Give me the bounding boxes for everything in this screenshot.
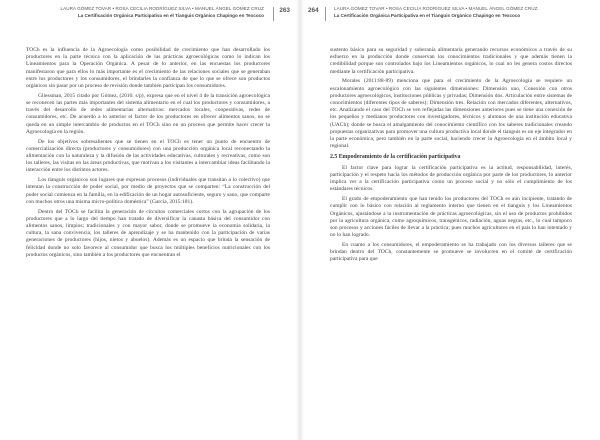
- header-title: La Certificación Orgánica Participativa en el Tianguis Orgánico Chapingo en Texcoco: [77, 12, 264, 18]
- right-page: [300, 0, 600, 440]
- paragraph: Los tianguis orgánicos son lugares que expresan procesos (individuales que transitan a lo colectivo) que intentan la construcción de poder social, por medio de proyectos que se comparten: “La construcción del poder social comienza en la familia, en la edificación de un hogar autosuficiente, seguro y sano, que comparte con muchos otros una misma micro-política doméstica” (García, 2015:181).: [26, 177, 270, 205]
- header-divider: [273, 7, 274, 21]
- left-body-text: [26, 47, 270, 262]
- paragraph: Morales (2011:88-89) menciona que para el crecimiento de la Agroecología se requiere un escalonamiento agroecológico con las siguientes dimensiones: Dimensión uno, Conexión con otros productores agroecológicos, instituciones públicas y privadas; Dimensión dos. Articulación entre sistemas de conocimientos (diferentes tipos de saberes); Dimensión tres. Relación con mercados diferentes, alternativos, etc. Analizando el caso del TOCh se ven reflejadas las dimensiones anteriores pues se tiene una conexión de los pequeños y medianos productores con investigadores, técnicos y alumnos de una institución educativa (UACh); donde se busca el amalgamiento del conocimiento científico con los saberes tradicionales creando propuestas organizativas para promover una cultura productiva local donde el tianguis es un eje integrador en la parte económica, pero también en la parte social, haciendo crecer la Agroecología en el ámbito local y regional.: [330, 78, 572, 150]
- page-number: 263: [279, 7, 290, 14]
- header-authors: LAURA GÓMEZ TOVAR • ROSA CECILIA RODRÍGUEZ SILVA • MANUEL ÁNGEL GÓMEZ CRUZ: [60, 6, 264, 11]
- right-running-header: [308, 6, 572, 30]
- right-body-text: [330, 47, 572, 266]
- paragraph: De los objetivos sobresalientes que se tienen en el TOCh es tener un punto de encuentro de comercialización directa (productores y consumidores) con una producción orgánica local reconectando la alimentación con la naturaleza y la difusión de las actividades educativas, culturales y recreativas, como son los talleres, las visitas en las áreas productivas, que motivan a los visitantes a intercambiar ideas facilitando la interacción entre los distintos actores.: [26, 138, 270, 174]
- paragraph: El grado de empoderamiento que han tenido los productores del TOCh es aún incipiente, tratando de cumplir con lo básico con relación al reglamento interno que tienen en el tianguis y los Lineamientos Orgánicos, ajustándose a la instrumentación de prácticas agroecológicas, sin el uso de productos prohibidos por la agricultura orgánica, como agroquímicos, transgénicos, radiación, aguas negras, etc., lo cual tampoco son procesos y acciones fáciles de llevar a la práctica; pues muchos agricultores en el país lo han intentado y no lo han logrado.: [330, 196, 572, 239]
- paragraph: En cuanto a los consumidores, el empoderamiento se ha trabajado con los diversos talleres que se brindan dentro del TOCh, constantemente se promueve se involucren en el comité de certificación participativa para que: [330, 242, 572, 263]
- header-authors: LAURA GÓMEZ TOVAR • ROSA CECILIA RODRÍGUEZ SILVA • MANUEL ÁNGEL GÓMEZ CRUZ: [334, 6, 538, 11]
- section-heading: 2.5 Empoderamiento de la certificación participativa: [330, 154, 461, 161]
- paragraph: TOCh es la influencia de la Agroecología como posibilidad de crecimiento que han desarrollado los productores en la parte técnica con la aplicación de las prácticas agroecológicas como lo indican los Lineamientos para la Operación Orgánica. A pesar de lo anterior, en las encuestas los productores manifestaron que para ellos lo más importante es el crecimiento de las relaciones sociales que se generaban entre los productores y los consumidores, el brindarles la confianza de que lo que se ofrece son productos orgánicos sin pasar por un proceso de revisión donde también participan los consumidores.: [26, 47, 270, 90]
- paragraph: Dentro del TOCh se facilita la generación de circuitos comerciales cortos con la agrupación de los productores que a lo largo del tiempo han tratado de diversificar la canasta básica del consumidor con alimentos sanos, limpios; tradicionales y con mayor sabor, donde se promueve la economía solidaria, la cultura, la sana convivencia, los talleres de aprendizaje y se ha mantenido con la participación de varias generaciones de productores (hijos, nietos y abuelos). Además es un espacio que brinda la sensación de felicidad donde no solo favorece al consumidor que busca los múltiples beneficios nutricionales con los productos orgánicos, sino también a los productores que encuentran el: [26, 208, 270, 258]
- paragraph: sustento básico para su seguridad y soberanía alimentaria generando recursos económicos a través de su esfuerzo en la producción donde conservan los conocimientos tradicionales y que además tienen la credibilidad porque son controlados bajo los Lineamientos orgánicos, lo cual no les genera costos directos mediante la certificación participativa.: [330, 47, 572, 75]
- page-number: 264: [308, 7, 319, 14]
- header-divider: [325, 7, 326, 21]
- header-title: La Certificación Orgánica Participativa en el Tianguis Orgánico Chapingo en Texcoco: [334, 12, 521, 18]
- left-running-header: [26, 6, 290, 30]
- paragraph: Gliessman, 2015 citado por Gómez, (2016: s/p), expresa que en el nivel 4 de la transición agroecológica se reconecen las partes más importantes del sistema alimentario en el cual los productores y consumidores, a través del desarrollo de redes alimentarias alternativas: mercados locales, cooperativas, redes de consumidores, etc. De acuerdo a lo anterior el factor de los productores en ofrecer alimentos sanos, no se queda en un simple intercambio de productos en el TOCh sino en un proceso que permite hacer crecer la Agroecología en la región.: [26, 92, 270, 135]
- paragraph: El factor clave para lograr la certificación participativa es la actitud, responsabilidad, interés, participación y el respeto hacia los métodos de producción orgánica por parte de los productores, lo anterior implica ver a la certificación participativa como un proceso social y no sólo el cumplimiento de los estándares técnicos.: [330, 164, 572, 193]
